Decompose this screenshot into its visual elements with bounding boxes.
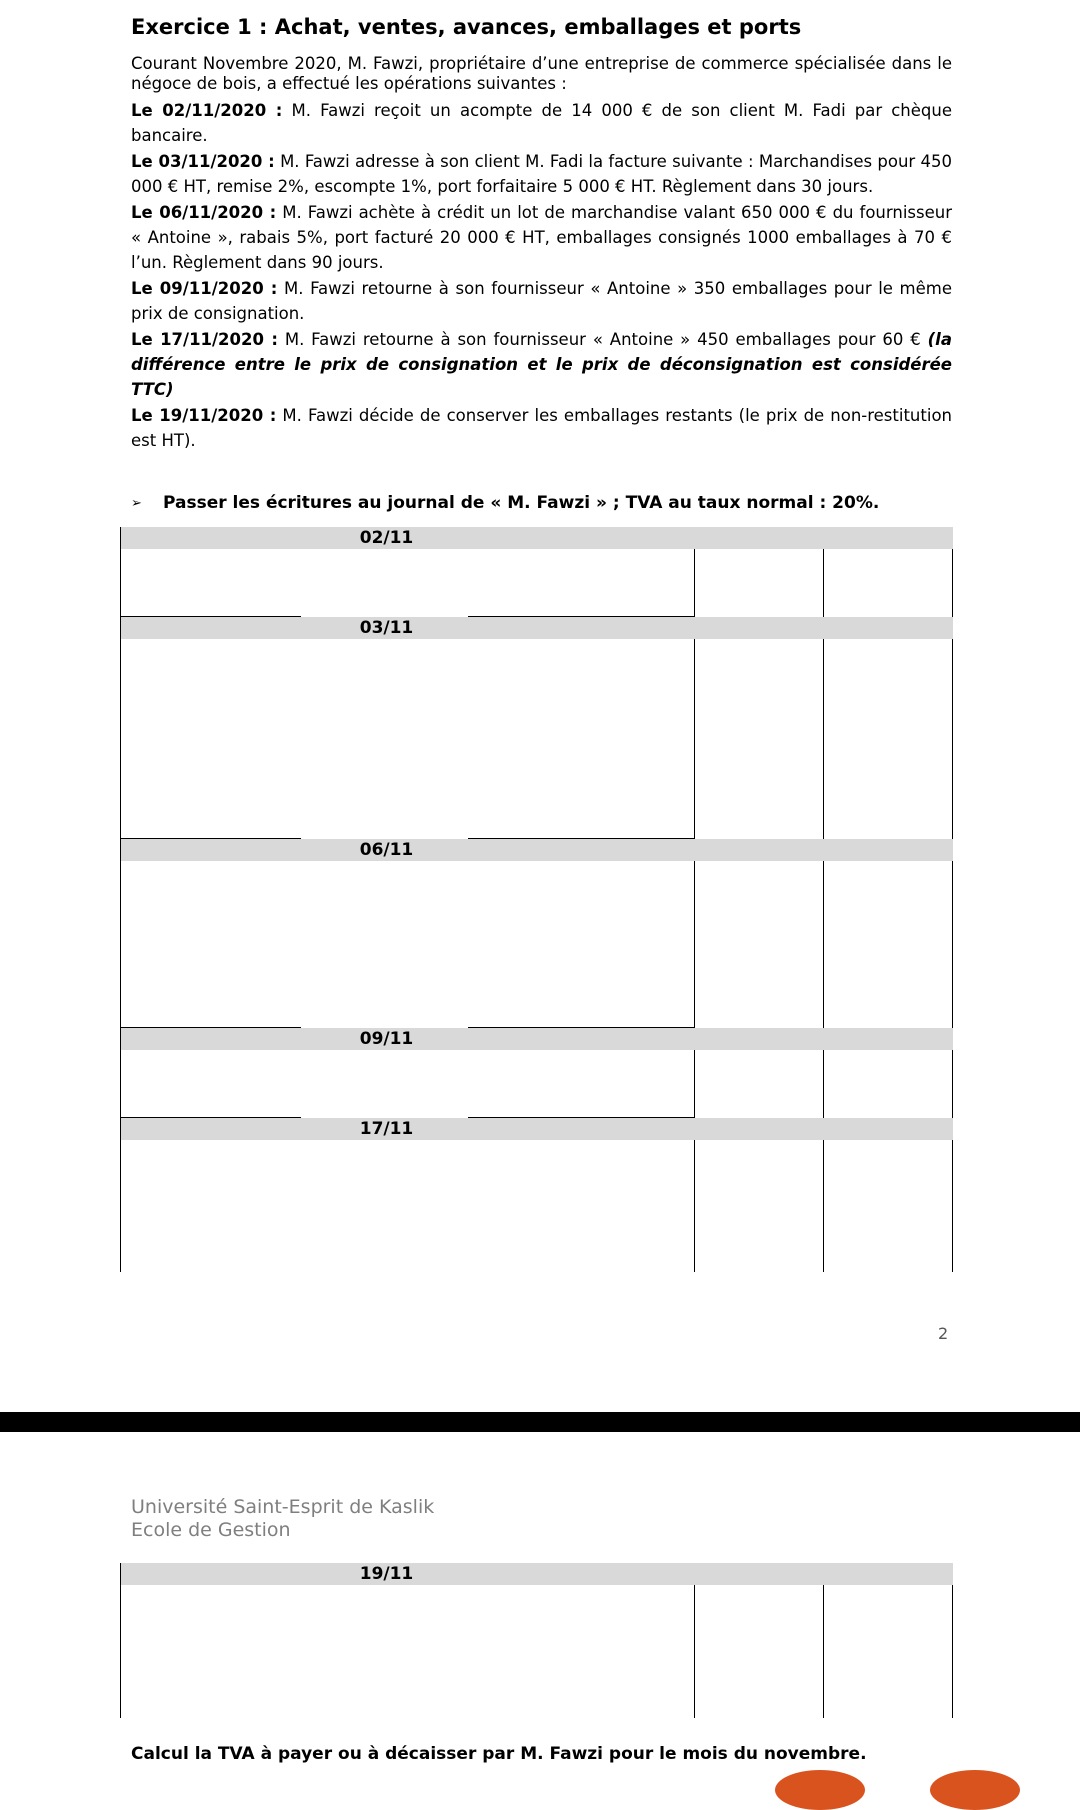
final-question: Calcul la TVA à payer ou à décaisser par M. Fawzi pour le mois du novembre. <box>131 1744 867 1764</box>
exercise-statement <box>131 54 952 454</box>
operation-19-11 <box>131 403 952 454</box>
operation-date: Le 19/11/2020 : <box>131 405 277 425</box>
operation-date: Le 03/11/2020 : <box>131 151 275 171</box>
journal-date-17-11: 17/11 <box>359 1119 414 1139</box>
operation-date: Le 09/11/2020 : <box>131 278 278 298</box>
operation-text: M. Fawzi retourne à son fournisseur « Antoine » 450 emballages pour 60 € <box>277 329 928 349</box>
university-header <box>131 1496 434 1542</box>
page-separator <box>0 1412 1080 1432</box>
logo-shape-icon <box>775 1770 865 1810</box>
journal-date-19-11: 19/11 <box>359 1564 414 1584</box>
logo-shape-icon <box>930 1770 1020 1810</box>
instruction <box>131 490 971 517</box>
journal-table-continued <box>120 1563 953 1718</box>
operation-date: Le 17/11/2020 : <box>131 329 278 349</box>
operation-17-11 <box>131 327 952 403</box>
intro-paragraph: Courant Novembre 2020, M. Fawzi, propriétaire d’une entreprise de commerce spécialisée dans le négoce de bois, a effectué les opérations suivantes : <box>131 54 952 93</box>
operation-02-11 <box>131 98 952 149</box>
operation-text: M. Fawzi reçoit un acompte de 14 000 € de son client M. Fadi par chèque bancaire. <box>131 101 952 146</box>
exercise-title: Exercice 1 : Achat, ventes, avances, emballages et ports <box>131 15 802 39</box>
operation-text: M. Fawzi décide de conserver les emballages restants (le prix de non-restitution est HT). <box>131 405 952 451</box>
journal-table <box>120 527 953 1272</box>
operation-text: M. Fawzi adresse à son client M. Fadi la facture suivante : Marchandises pour 450 000 € HT, remise 2%, escompte 1%, port forfaitaire 5 000 € HT. Règlement dans 30 jours. <box>131 151 952 197</box>
operation-text: M. Fawzi retourne à son fournisseur « Antoine » 350 emballages pour le même prix de consignation. <box>131 278 952 324</box>
operation-date: Le 06/11/2020 : <box>131 202 277 222</box>
university-name: Université Saint-Esprit de Kaslik <box>131 1496 435 1518</box>
operation-date: Le 02/11/2020 : <box>131 101 283 120</box>
arrow-bullet-icon: ➢ <box>131 496 142 511</box>
journal-date-03-11: 03/11 <box>359 618 414 638</box>
operation-06-11 <box>131 200 952 276</box>
journal-date-09-11: 09/11 <box>359 1029 414 1049</box>
school-name: Ecole de Gestion <box>131 1519 291 1541</box>
journal-date-02-11: 02/11 <box>359 528 414 548</box>
operation-09-11 <box>131 276 952 327</box>
instruction-text: Passer les écritures au journal de « M. Fawzi » ; TVA au taux normal : 20%. <box>163 493 880 513</box>
operation-03-11 <box>131 149 952 200</box>
operation-note: (la différence entre le prix de consignation et le prix de déconsignation est considérée TTC) <box>131 329 952 400</box>
journal-date-06-11: 06/11 <box>359 840 414 860</box>
page-number: 2 <box>938 1324 949 1343</box>
operation-text: M. Fawzi achète à crédit un lot de marchandise valant 650 000 € du fournisseur « Antoine », rabais 5%, port facturé 20 000 € HT, emballages consignés 1000 emballages à 70 € l’un. Règlement dans 90 jours. <box>131 202 952 273</box>
